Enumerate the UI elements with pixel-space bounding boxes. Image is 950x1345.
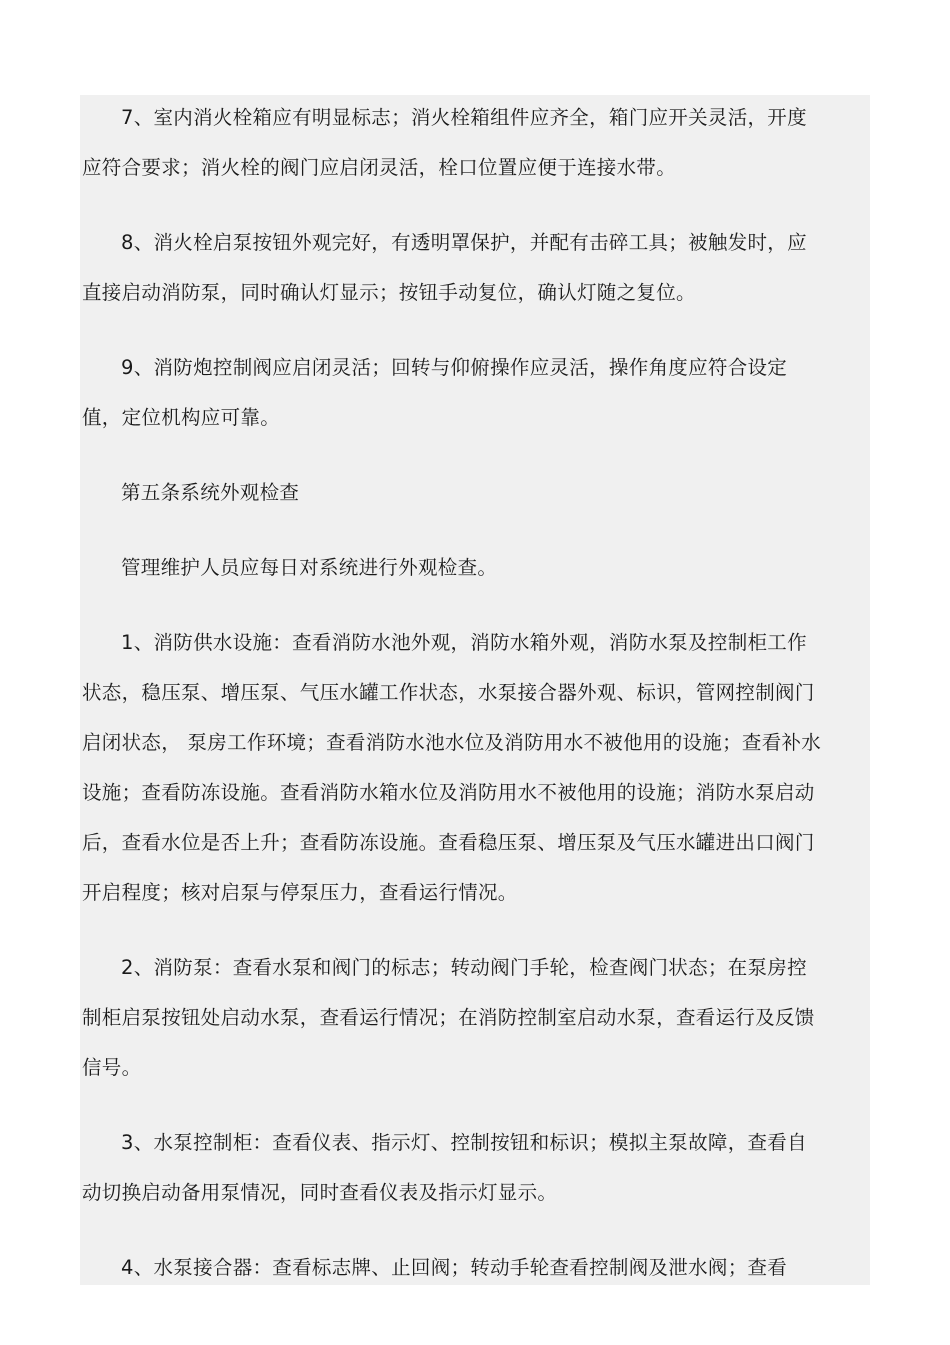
section-intro: 管理维护人员应每日对系统进行外观检查。 xyxy=(121,556,498,579)
section-heading: 第五条系统外观检查 xyxy=(121,481,300,504)
paragraph-item-3: 3、水泵控制柜：查看仪表、指示灯、控制按钮和标识；模拟主泵故障，查看自动切换启动备用泵情况，同时查看仪表及指示灯显示。 xyxy=(82,1131,807,1204)
paragraph-item-9: 9、消防炮控制阀应启闭灵活；回转与仰俯操作应灵活，操作角度应符合设定值，定位机构应可靠。 xyxy=(82,356,788,429)
paragraph-item-2: 2、消防泵：查看水泵和阀门的标志；转动阀门手轮，检查阀门状态；在泵房控制柜启泵按钮处启动水泵，查看运行情况；在消防控制室启动水泵，查看运行及反馈信号。 xyxy=(82,956,815,1079)
paragraph-item-8: 8、消火栓启泵按钮外观完好，有透明罩保护，并配有击碎工具；被触发时，应直接启动消防泵，同时确认灯显示；按钮手动复位，确认灯随之复位。 xyxy=(82,231,807,304)
document-body xyxy=(82,93,826,1318)
paragraph-item-4: 4、水泵接合器：查看标志牌、止回阀；转动手轮查看控制阀及泄水阀；查看 xyxy=(121,1256,788,1279)
paragraph-item-7: 7、室内消火栓箱应有明显标志；消火栓箱组件应齐全，箱门应开关灵活，开度应符合要求；消火栓的阀门应启闭灵活，栓口位置应便于连接水带。 xyxy=(82,106,807,179)
paragraph-item-1: 1、消防供水设施：查看消防水池外观，消防水箱外观，消防水泵及控制柜工作状态，稳压泵、增压泵、气压水罐工作状态，水泵接合器外观、标识，管网控制阀门启闭状态， 泵房工作环境；查看消防水池水位及消防用水不被他用的设施；查看补水设施；查看防冻设施。查看消防水箱水位及消防用水不被他用的设施；消防水泵启动后，查看水位是否上升；查看防冻设施。查看稳压泵、增压泵及气压水罐进出口阀门开启程度；核对启泵与停泵压力，查看运行情况。 xyxy=(82,631,822,904)
